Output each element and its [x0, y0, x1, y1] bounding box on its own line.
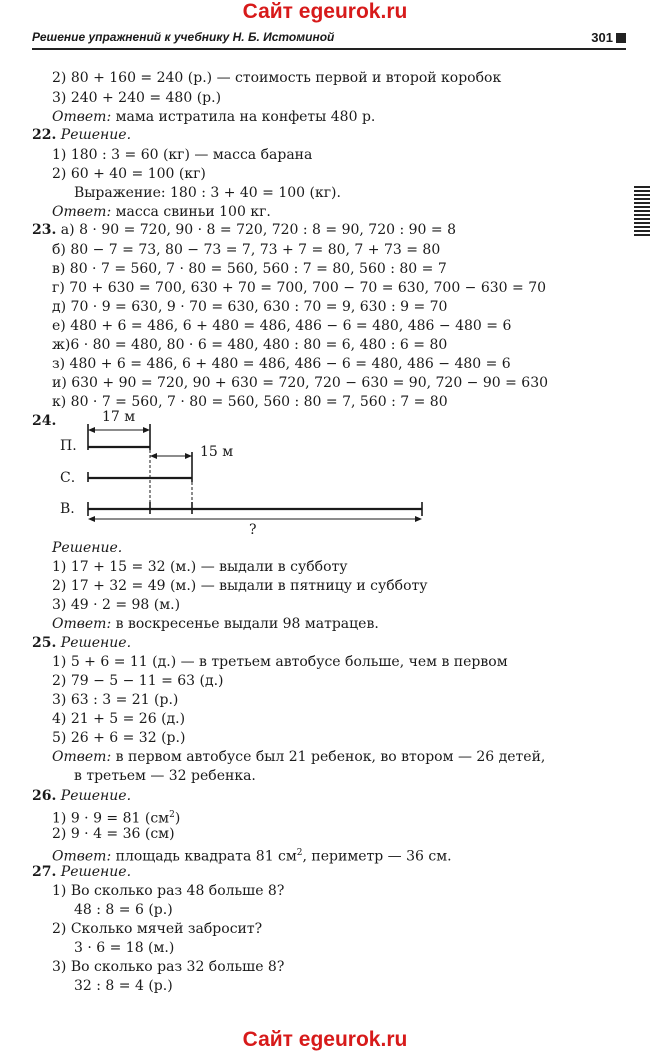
dim-total-arrow-right	[415, 516, 422, 522]
barcode-strip	[634, 186, 650, 236]
text-line: б) 80 − 7 = 73, 80 − 73 = 7, 73 + 7 = 80, 7 + 73 = 80	[52, 242, 441, 258]
exercise-heading: 24.	[32, 413, 57, 429]
exercise-heading: 25. Решение.	[32, 635, 132, 651]
exercise-heading: 27. Решение.	[32, 864, 132, 880]
page-header	[32, 30, 626, 50]
text-line: в) 80 · 7 = 560, 7 · 80 = 560, 560 : 7 = 80, 560 : 80 = 7	[52, 261, 447, 277]
text-line: 1) 9 · 9 = 81 $(см^2)$	[52, 810, 181, 827]
text-line: 5) 26 + 6 = 32 (р.)	[52, 730, 186, 746]
exercise-heading: 22. Решение.	[32, 127, 132, 143]
exercise-heading: 23. а) 8 · 90 = 720, 90 · 8 = 720, 720 : 8 = 90, 720 : 90 = 8	[32, 222, 457, 238]
book-title: Решение упражнений к учебнику Н. Б. Истоминой	[32, 30, 335, 44]
page-number: 301	[591, 30, 626, 45]
text-line: 2) Сколько мячей забросит?	[52, 921, 263, 937]
exercise-heading: 26. Решение.	[32, 788, 132, 804]
answer-line: Ответ: мама истратила на конфеты 480 р.	[52, 109, 376, 125]
text-line: в третьем — 32 ребенка.	[74, 768, 256, 784]
text-line: 2) 79 − 5 − 11 = 63 (д.)	[52, 673, 224, 689]
text-line: 1) 5 + 6 = 11 (д.) — в третьем автобусе больше, чем в первом	[52, 654, 508, 670]
text-line: 3) 49 · 2 = 98 (м.)	[52, 597, 181, 613]
text-line: г) 70 + 630 = 700, 630 + 70 = 700, 700 − 70 = 630, 700 − 630 = 70	[52, 280, 547, 296]
text-line: 3) Во сколько раз 32 больше 8?	[52, 959, 285, 975]
label-s: С.	[60, 470, 76, 486]
site-watermark-bottom: Сайт egeurok.ru	[242, 1028, 408, 1051]
answer-line: Ответ: масса свиньи 100 кг.	[52, 204, 271, 220]
text-line: 1) Во сколько раз 48 больше 8?	[52, 883, 285, 899]
text-line: ж)6 · 80 = 480, 80 · 6 = 480, 480 : 80 = 6, 480 : 6 = 80	[52, 337, 448, 353]
text-line: з) 480 + 6 = 486, 6 + 480 = 486, 486 − 6 = 480, 486 − 480 = 6	[52, 356, 511, 372]
dim-total-arrow-left	[88, 516, 95, 522]
text-line: 3 · 6 = 18 (м.)	[74, 940, 175, 956]
text-line: е) 480 + 6 = 486, 6 + 480 = 486, 486 − 6 = 480, 486 − 480 = 6	[52, 318, 512, 334]
answer-line: Ответ: в первом автобусе был 21 ребенок, во втором — 26 детей,	[52, 749, 546, 765]
text-line: к) 80 · 7 = 560, 7 · 80 = 560, 560 : 80 = 7, 560 : 7 = 80	[52, 394, 448, 410]
label-17m: 17 м	[102, 409, 136, 425]
label-unknown: ?	[249, 522, 257, 538]
text-line: д) 70 · 9 = 630, 9 · 70 = 630, 630 : 70 = 9, 630 : 9 = 70	[52, 299, 448, 315]
answer-line: Ответ: в воскресенье выдали 98 матрацев.	[52, 616, 379, 632]
answer-line: Ответ: площадь квадрата 81 $см^2$, периметр — 36 см.	[52, 848, 452, 865]
segment-diagram	[60, 409, 440, 541]
solution-heading: Решение.	[52, 540, 123, 556]
site-watermark-top: Сайт egeurok.ru	[242, 0, 408, 23]
text-line: 2) 9 · 4 = 36 (см)	[52, 826, 175, 842]
text-line: 1) 180 : 3 = 60 (кг) — масса барана	[52, 147, 313, 163]
text-line: Выражение: 180 : 3 + 40 = 100 (кг).	[74, 185, 341, 201]
text-line: 1) 17 + 15 = 32 (м.) — выдали в субботу	[52, 559, 348, 575]
dim-17-arrow-left	[88, 427, 95, 433]
label-p: П.	[60, 438, 77, 454]
text-line: 32 : 8 = 4 (р.)	[74, 978, 173, 994]
text-line: и) 630 + 90 = 720, 90 + 630 = 720, 720 − 630 = 90, 720 − 90 = 630	[52, 375, 549, 391]
label-v: В.	[60, 501, 75, 517]
text-line: 2) 17 + 32 = 49 (м.) — выдали в пятницу и субботу	[52, 578, 428, 594]
text-line: 4) 21 + 5 = 26 (д.)	[52, 711, 186, 727]
dim-17-arrow-right	[143, 427, 150, 433]
text-line: 2) 80 + 160 = 240 (р.) — стоимость первой и второй коробок	[52, 70, 502, 86]
text-line: 2) 60 + 40 = 100 (кг)	[52, 166, 206, 182]
dim-15-arrow-left	[150, 453, 157, 459]
text-line: 3) 63 : 3 = 21 (р.)	[52, 692, 179, 708]
dim-15-arrow-right	[185, 453, 192, 459]
text-line: 48 : 8 = 6 (р.)	[74, 902, 173, 918]
label-15m: 15 м	[200, 444, 234, 460]
text-line: 3) 240 + 240 = 480 (р.)	[52, 90, 222, 106]
